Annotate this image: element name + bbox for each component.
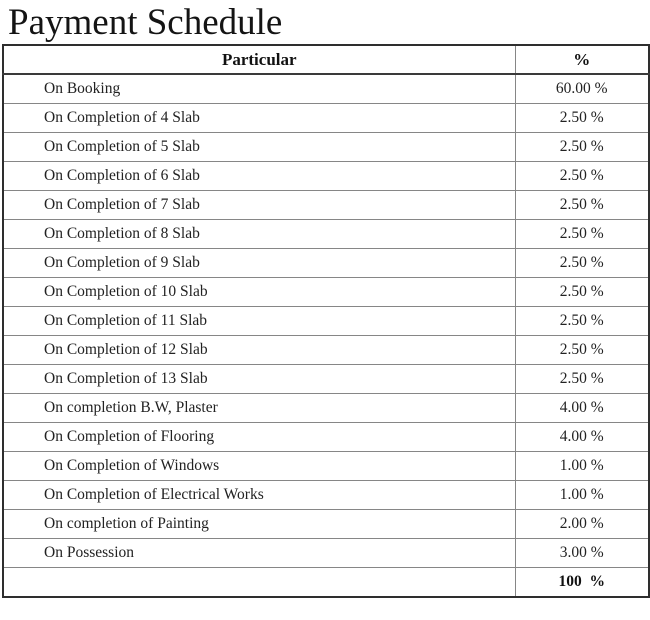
percent-cell: 2.50 % — [515, 220, 649, 249]
table-row — [3, 191, 649, 220]
percent-cell: 2.50 % — [515, 104, 649, 133]
particular-cell: On Completion of Windows — [3, 452, 515, 481]
particular-cell: On completion B.W, Plaster — [3, 394, 515, 423]
particular-cell: On Completion of Flooring — [3, 423, 515, 452]
percent-cell: 1.00 % — [515, 481, 649, 510]
percent-cell: 2.50 % — [515, 249, 649, 278]
percent-cell: 2.50 % — [515, 133, 649, 162]
table-row — [3, 394, 649, 423]
total-row — [3, 568, 649, 598]
percent-cell: 1.00 % — [515, 452, 649, 481]
particular-cell: On Completion of 6 Slab — [3, 162, 515, 191]
particular-cell: On Completion of 8 Slab — [3, 220, 515, 249]
particular-cell: On Completion of 9 Slab — [3, 249, 515, 278]
table-row — [3, 220, 649, 249]
table-row — [3, 481, 649, 510]
percent-cell: 2.50 % — [515, 365, 649, 394]
table-row — [3, 539, 649, 568]
table-row — [3, 336, 649, 365]
particular-cell: On Completion of 13 Slab — [3, 365, 515, 394]
percent-cell: 3.00 % — [515, 539, 649, 568]
percent-cell: 4.00 % — [515, 394, 649, 423]
particular-cell: On Completion of Electrical Works — [3, 481, 515, 510]
header-particular: Particular — [3, 45, 515, 74]
particular-cell: On Completion of 4 Slab — [3, 104, 515, 133]
header-row — [3, 45, 649, 74]
particular-cell: On Completion of 7 Slab — [3, 191, 515, 220]
particular-cell: On Completion of 12 Slab — [3, 336, 515, 365]
percent-cell: 2.50 % — [515, 191, 649, 220]
table-row — [3, 510, 649, 539]
percent-cell: 2.50 % — [515, 336, 649, 365]
table-row — [3, 423, 649, 452]
header-percent: % — [515, 45, 649, 74]
table-row — [3, 74, 649, 104]
table-row — [3, 104, 649, 133]
total-empty-cell — [3, 568, 515, 598]
percent-cell: 60.00 % — [515, 74, 649, 104]
table-row — [3, 365, 649, 394]
percent-cell: 2.50 % — [515, 278, 649, 307]
total-percent-cell: 100 % — [515, 568, 649, 598]
percent-cell: 2.50 % — [515, 162, 649, 191]
percent-cell: 2.00 % — [515, 510, 649, 539]
particular-cell: On Possession — [3, 539, 515, 568]
particular-cell: On completion of Painting — [3, 510, 515, 539]
particular-cell: On Completion of 10 Slab — [3, 278, 515, 307]
table-row — [3, 278, 649, 307]
payment-schedule-table — [2, 44, 650, 598]
table-row — [3, 307, 649, 336]
table-row — [3, 452, 649, 481]
particular-cell: On Completion of 11 Slab — [3, 307, 515, 336]
particular-cell: On Completion of 5 Slab — [3, 133, 515, 162]
page-title: Payment Schedule — [8, 2, 283, 43]
table-row — [3, 162, 649, 191]
percent-cell: 2.50 % — [515, 307, 649, 336]
table-row — [3, 249, 649, 278]
percent-cell: 4.00 % — [515, 423, 649, 452]
particular-cell: On Booking — [3, 74, 515, 104]
table-row — [3, 133, 649, 162]
